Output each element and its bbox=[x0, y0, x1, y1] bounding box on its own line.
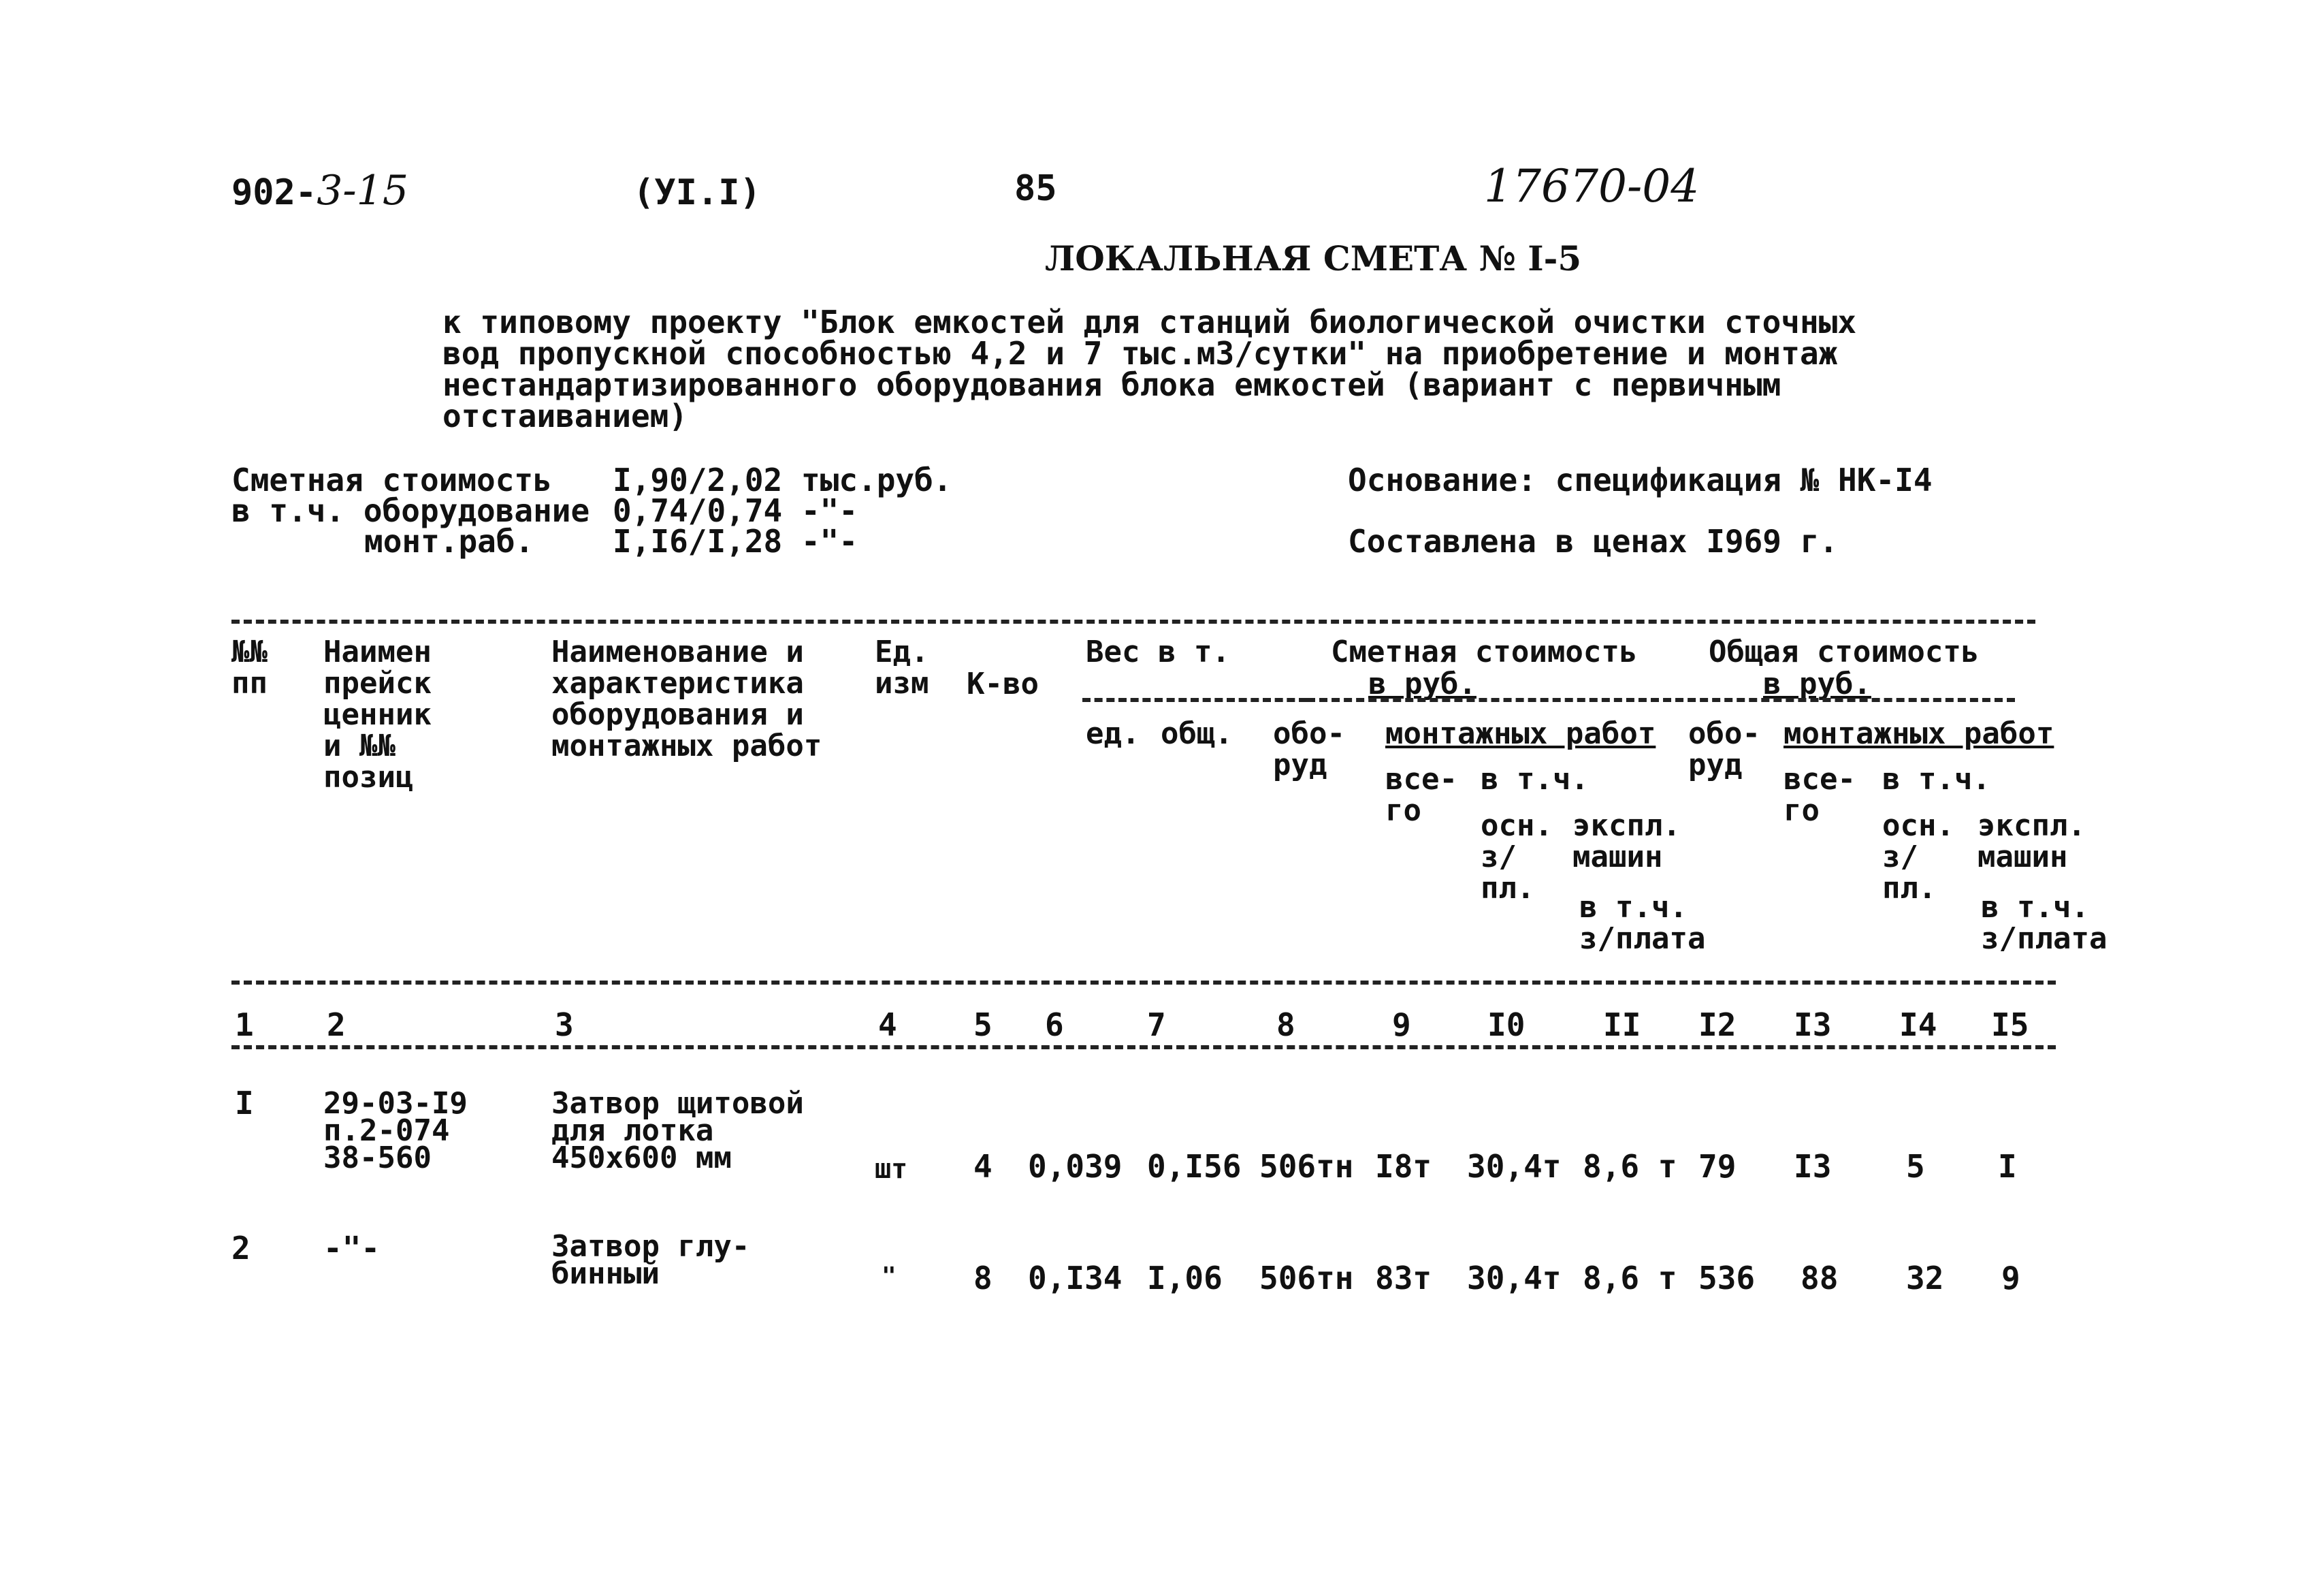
cost-line-1-value: I,90/2,02 тыс.руб. bbox=[613, 462, 952, 498]
col-number-6: 6 bbox=[1045, 1006, 1064, 1043]
basis: Основание: спецификация № НК-I4 bbox=[1348, 462, 1933, 498]
hdr-mount-total-2-l2: го bbox=[1784, 793, 1820, 828]
row-machines-sum: 9 bbox=[2001, 1260, 2020, 1296]
hdr-pricelist-l3: ценник bbox=[323, 697, 432, 732]
table-top-rule bbox=[231, 620, 2035, 624]
hdr-base-wage bbox=[1481, 810, 1553, 904]
col-number-9: 9 bbox=[1392, 1006, 1411, 1043]
hdr-weight: Вес в т. bbox=[1086, 635, 1230, 669]
row-equip-cost: 506тн bbox=[1259, 1260, 1354, 1296]
hdr-mount-total-2-l1: все- bbox=[1784, 762, 1856, 797]
hdr-incl-wage-l2: з/плата bbox=[1579, 921, 1706, 956]
row-name-l1: Затвор глу- bbox=[551, 1229, 750, 1264]
hdr-description-l3: оборудования и bbox=[551, 697, 804, 732]
prices-year: Составлена в ценах I969 г. bbox=[1348, 523, 1839, 560]
row-name bbox=[551, 1231, 749, 1290]
cost-line-2-value: 0,74/0,74 -"- bbox=[613, 492, 858, 529]
doc-code-prefix: 902- bbox=[231, 172, 317, 213]
hdr-incl-wage bbox=[1579, 892, 1705, 955]
row-weight-total: 0,I56 bbox=[1147, 1148, 1242, 1185]
hdr-cost-rule bbox=[1307, 698, 2015, 702]
section-number: (УI.I) bbox=[633, 172, 761, 213]
hdr-machines-l1: экспл. bbox=[1572, 808, 1681, 843]
hdr-total-cost: Общая стоимость bbox=[1709, 635, 1980, 669]
hdr-base-wage-2-l3: пл. bbox=[1882, 871, 1937, 906]
hdr-pricelist-l1: Наимен bbox=[323, 635, 432, 669]
hdr-machines-2-l2: машин bbox=[1978, 840, 2068, 874]
hdr-pricelist bbox=[323, 637, 432, 793]
hdr-equip-2 bbox=[1688, 718, 1760, 781]
hdr-equip-2-l2: руд bbox=[1688, 748, 1743, 782]
row-code-l2: п.2-074 bbox=[323, 1113, 450, 1148]
hdr-description-l4: монтажных работ bbox=[551, 729, 822, 763]
hdr-unit bbox=[875, 637, 929, 699]
doc-code bbox=[231, 167, 409, 214]
row-name bbox=[551, 1088, 804, 1174]
hdr-pricelist-l5: позиц bbox=[323, 760, 414, 795]
hdr-incl-wage-l1: в т.ч. bbox=[1579, 890, 1688, 925]
row-mount-total: I8т bbox=[1375, 1148, 1432, 1185]
hdr-base-wage-2-l2: з/ bbox=[1882, 840, 1918, 874]
row-weight-total: I,06 bbox=[1147, 1260, 1223, 1296]
hdr-total-cost-unit: в руб. bbox=[1763, 667, 1871, 701]
hdr-base-wage-l1: осн. bbox=[1481, 808, 1553, 843]
row-base-wage-sum: 32 bbox=[1906, 1260, 1944, 1296]
hdr-unit-l1: Ед. bbox=[875, 635, 929, 669]
hdr-incl: в т.ч. bbox=[1481, 762, 1589, 797]
row-equip-total: 536 bbox=[1698, 1260, 1756, 1296]
hdr-description bbox=[551, 637, 822, 762]
row-mount-total-sum: I3 bbox=[1794, 1148, 1832, 1185]
inventory-number: 17670-04 bbox=[1484, 160, 1700, 212]
row-name-l3: 450x600 мм bbox=[551, 1141, 732, 1175]
row-num: 2 bbox=[231, 1230, 251, 1267]
cost-line-1-label: Сметная стоимость bbox=[231, 462, 552, 498]
hdr-equip bbox=[1273, 718, 1345, 781]
row-base-wage-sum: 5 bbox=[1906, 1148, 1925, 1185]
subtitle bbox=[442, 306, 1856, 432]
hdr-num bbox=[231, 637, 268, 699]
col-number-11: II bbox=[1603, 1006, 1641, 1043]
col-number-2: 2 bbox=[327, 1006, 346, 1043]
row-machines-sum: I bbox=[1998, 1148, 2017, 1185]
hdr-mount-total-2 bbox=[1784, 764, 1856, 827]
col-number-10: I0 bbox=[1487, 1006, 1526, 1043]
row-mount-total: 83т bbox=[1375, 1260, 1432, 1296]
hdr-weight-rule bbox=[1082, 698, 1307, 702]
hdr-machines bbox=[1572, 810, 1681, 873]
cost-line-3-value: I,I6/I,28 -"- bbox=[613, 523, 858, 560]
hdr-mount-total-l1: все- bbox=[1385, 762, 1457, 797]
hdr-incl-wage-2 bbox=[1981, 892, 2107, 955]
hdr-qty: К-во bbox=[967, 667, 1039, 701]
column-numbers-rule bbox=[231, 1045, 2056, 1049]
hdr-machines-l2: машин bbox=[1572, 840, 1663, 874]
hdr-mount-total-l2: го bbox=[1385, 793, 1421, 828]
subtitle-line-3: нестандартизированного оборудования блока емкостей (вариант с первичным bbox=[442, 366, 1781, 403]
cost-line-3-label: монт.раб. bbox=[364, 523, 534, 560]
hdr-machines-2-l1: экспл. bbox=[1978, 808, 2086, 843]
hdr-mount-work-2: монтажных работ bbox=[1784, 716, 2054, 751]
hdr-num-l2: пп bbox=[231, 666, 268, 701]
hdr-est-cost-unit: в руб. bbox=[1368, 667, 1476, 701]
row-weight-unit: 0,039 bbox=[1028, 1148, 1123, 1185]
hdr-mount-work: монтажных работ bbox=[1385, 716, 1656, 751]
col-number-14: I4 bbox=[1899, 1006, 1937, 1043]
row-num: I bbox=[235, 1085, 254, 1121]
row-name-l1: Затвор щитовой bbox=[551, 1086, 804, 1121]
document-title: ЛОКАЛЬНАЯ СМЕТА № I-5 bbox=[1045, 238, 1582, 278]
subtitle-line-4: отстаиванием) bbox=[442, 398, 688, 434]
row-base-wage: 30,4т bbox=[1467, 1148, 1562, 1185]
subtitle-line-1: к типовому проекту "Блок емкостей для станций биологической очистки сточных bbox=[442, 304, 1857, 340]
hdr-incl-wage-2-l2: з/плата bbox=[1981, 921, 2108, 956]
hdr-description-l2: характеристика bbox=[551, 666, 804, 701]
hdr-equip-l1: обо- bbox=[1273, 716, 1345, 751]
hdr-base-wage-l3: пл. bbox=[1481, 871, 1535, 906]
hdr-est-cost: Сметная стоимость bbox=[1331, 635, 1638, 669]
col-number-12: I2 bbox=[1698, 1006, 1737, 1043]
col-number-8: 8 bbox=[1276, 1006, 1295, 1043]
row-code bbox=[323, 1088, 468, 1174]
row-machines: 8,6 т bbox=[1583, 1148, 1677, 1185]
row-weight-unit: 0,I34 bbox=[1028, 1260, 1123, 1296]
cost-line-2-label: в т.ч. оборудование bbox=[231, 492, 590, 529]
col-number-5: 5 bbox=[973, 1006, 992, 1043]
hdr-mount-total bbox=[1385, 764, 1457, 827]
hdr-unit-l2: изм bbox=[875, 666, 929, 701]
col-number-15: I5 bbox=[1991, 1006, 2029, 1043]
row-qty: 4 bbox=[973, 1148, 992, 1185]
hdr-equip-l2: руд bbox=[1273, 748, 1327, 782]
row-machines: 8,6 т bbox=[1583, 1260, 1677, 1296]
row-code-l3: 38-560 bbox=[323, 1141, 432, 1175]
header-bottom-rule bbox=[231, 981, 2056, 985]
col-number-4: 4 bbox=[878, 1006, 897, 1043]
hdr-description-l1: Наименование и bbox=[551, 635, 804, 669]
hdr-weight-total: общ. bbox=[1161, 716, 1233, 751]
hdr-incl-wage-2-l1: в т.ч. bbox=[1981, 890, 2089, 925]
hdr-base-wage-l2: з/ bbox=[1481, 840, 1517, 874]
hdr-base-wage-2-l1: осн. bbox=[1882, 808, 1954, 843]
row-base-wage: 30,4т bbox=[1467, 1260, 1562, 1296]
hdr-pricelist-l2: прейск bbox=[323, 666, 432, 701]
hdr-pricelist-l4: и №№ bbox=[323, 729, 396, 763]
hdr-machines-2 bbox=[1978, 810, 2086, 873]
col-number-13: I3 bbox=[1794, 1006, 1832, 1043]
row-unit: " bbox=[882, 1262, 897, 1290]
row-equip-cost: 506тн bbox=[1259, 1148, 1354, 1185]
row-mount-total-sum: 88 bbox=[1801, 1260, 1839, 1296]
hdr-equip-2-l1: обо- bbox=[1688, 716, 1760, 751]
row-code: -"- bbox=[323, 1230, 381, 1267]
row-equip-total: 79 bbox=[1698, 1148, 1737, 1185]
col-number-3: 3 bbox=[555, 1006, 574, 1043]
doc-code-handwritten: 3-15 bbox=[317, 167, 409, 214]
row-code-l1: 29-03-I9 bbox=[323, 1086, 468, 1121]
col-number-1: 1 bbox=[235, 1006, 254, 1043]
hdr-weight-unit: ед. bbox=[1086, 716, 1140, 751]
subtitle-line-2: вод пропускной способностью 4,2 и 7 тыс.м3/сутки" на приобретение и монтаж bbox=[442, 335, 1838, 372]
hdr-incl-2: в т.ч. bbox=[1882, 762, 1990, 797]
row-name-l2: для лотка bbox=[551, 1113, 714, 1148]
row-qty: 8 bbox=[973, 1260, 992, 1296]
row-unit: шт bbox=[875, 1153, 908, 1185]
hdr-base-wage-2 bbox=[1882, 810, 1954, 904]
page-number: 85 bbox=[1014, 168, 1057, 209]
hdr-num-l1: №№ bbox=[231, 635, 268, 669]
row-name-l2: бинный bbox=[551, 1256, 660, 1291]
col-number-7: 7 bbox=[1147, 1006, 1166, 1043]
